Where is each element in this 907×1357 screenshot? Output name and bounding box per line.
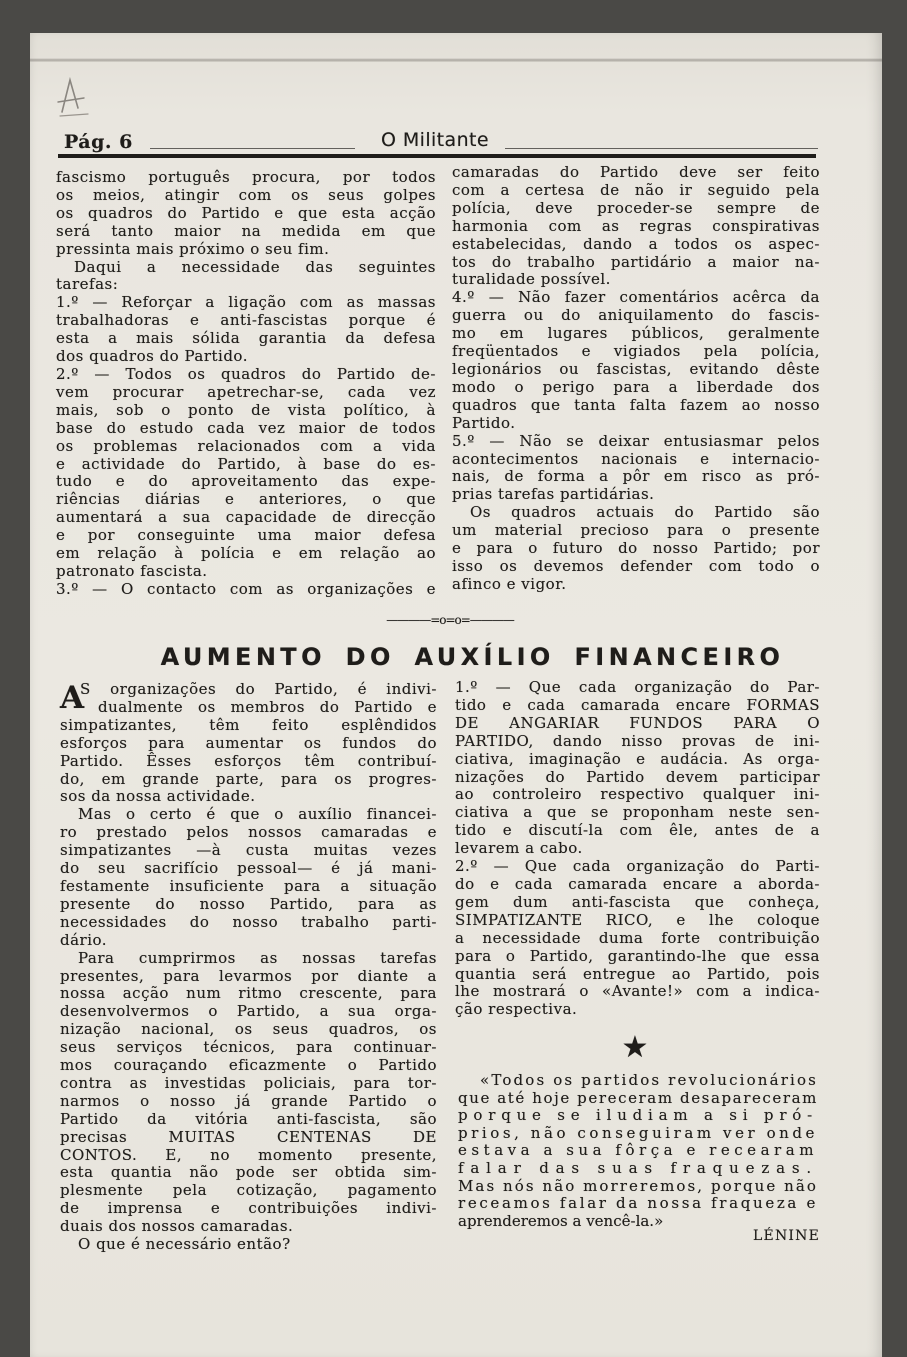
text-line: 3.º — O contacto com as organizações e (56, 579, 436, 598)
text-line: CONTOS. E, no momento presente, (60, 1145, 437, 1164)
text-line: aumentará a sua capacidade de direcção (56, 508, 436, 527)
text-line: tido e cada camarada encare FORMAS (455, 695, 820, 714)
text-line: tudo e do aproveitamento das expe- (56, 472, 436, 491)
text-line: dualmente os membros do Partido e (98, 697, 437, 716)
top-left-column (56, 169, 436, 599)
top-right-column (452, 164, 820, 594)
quote-author: LÉNINE (753, 1228, 820, 1244)
text-line: camaradas do Partido deve ser feito (452, 163, 820, 181)
text-line: ção respectiva. (455, 1000, 578, 1019)
text-line: Para cumprirmos as nossas tarefas (78, 948, 437, 967)
text-line: quadros que tanta falta fazem ao nosso (452, 395, 820, 414)
quote-line-row (458, 1125, 818, 1143)
text-line: desenvolvermos o Partido, a sua orga- (60, 1002, 437, 1021)
text-line: festamente insuficiente para a situação (60, 876, 437, 895)
text-line: harmonia com as regras conspirativas (452, 216, 820, 235)
text-line: vem procurar apetrechar-se, cada vez (56, 382, 436, 401)
text-line: PARTIDO, dando nisso provas de ini- (455, 731, 820, 750)
text-line: fascismo português procura, por todos (56, 168, 436, 186)
quote-line: prios, não conseguiram ver onde (458, 1123, 818, 1142)
text-line: estabelecidas, dando a todos os aspec- (452, 234, 820, 253)
text-line: dos quadros do Partido. (56, 347, 248, 366)
text-line: e actividade do Partido, à base do es- (56, 454, 436, 473)
text-line: isso os devemos defender com todo o (452, 556, 820, 575)
text-line: duais dos nossos camaradas. (60, 1217, 294, 1236)
header-rule-thick (58, 154, 816, 158)
text-line: nizações do Partido devem participar (455, 767, 820, 786)
text-line: base do estudo cada vez maior de todos (56, 418, 436, 437)
text-line: Partido. Êsses esforços têm contribuí- (60, 751, 437, 770)
text-line: plesmente pela cotização, pagamento (60, 1181, 437, 1200)
quote-line-row (458, 1072, 818, 1090)
text-line: e para o futuro do nosso Partido; por (452, 539, 820, 558)
text-line: do, em grande parte, para os progres- (60, 769, 437, 788)
quote-line: porque se iludiam a si pró- (458, 1106, 818, 1125)
text-line: 2.º — Que cada organização do Parti- (455, 857, 820, 876)
quote-line-row (458, 1178, 818, 1196)
text-line: tarefas: (56, 275, 119, 294)
text-line: mo em lugares públicos, geralmente (452, 324, 820, 343)
quote-line: estava a sua fôrça e recearam (458, 1141, 818, 1160)
text-line: um material precioso para o presente (452, 521, 820, 540)
quote-line: receamos falar da nossa fraqueza e (458, 1194, 818, 1213)
text-line: lhe mostrará o «Avante!» com a indica- (455, 982, 820, 1001)
text-line: os problemas relacionados com a vida (56, 436, 436, 455)
text-line: patronato fascista. (56, 561, 208, 580)
text-line: pressinta mais próximo o seu fim. (56, 239, 330, 258)
text-line: Partido da vitória anti-fascista, são (60, 1109, 437, 1128)
text-line: dário. (60, 930, 108, 949)
text-line: precisas MUITAS CENTENAS DE (60, 1127, 437, 1146)
text-line: 2.º — Todos os quadros do Partido de- (56, 364, 436, 383)
text-line: SIMPATIZANTE RICO, e lhe coloque (455, 910, 820, 929)
text-line: ro prestado pelos nossos camaradas e (60, 823, 437, 842)
text-line: mos couraçando eficazmente o Partido (60, 1056, 437, 1075)
text-line: esta a mais sólida garantia da defesa (56, 329, 436, 348)
text-line: riências diárias e anteriores, o que (56, 490, 436, 509)
text-line: narmos o nosso já grande Partido o (60, 1091, 437, 1110)
text-line: Mas o certo é que o auxílio financei- (78, 805, 437, 824)
text-line: e por conseguinte uma maior defesa (56, 526, 436, 545)
text-line: Daqui a necessidade das seguintes (74, 257, 436, 276)
text-line: ciativa a que se proponham neste sen- (455, 803, 820, 822)
text-line: 1.º — Que cada organização do Par- (455, 678, 820, 696)
text-line: acontecimentos nacionais e internacio- (452, 449, 820, 468)
text-line: presentes, para levarmos por diante a (60, 966, 437, 985)
masthead-title: O Militante (381, 129, 489, 151)
header-rule-thin-left (150, 148, 355, 149)
text-line: 5.º — Não se deixar entusiasmar pelos (452, 431, 820, 450)
text-line: contra as investidas policiais, para tor- (60, 1073, 437, 1092)
article-headline: AUMENTO DO AUXÍLIO FINANCEIRO (160, 643, 785, 671)
quote-line-row (458, 1142, 818, 1160)
header-rule-thin-right (505, 148, 818, 149)
text-line: os quadros do Partido e que esta acção (56, 203, 436, 222)
text-line: levarem a cabo. (455, 839, 583, 858)
star-icon: ★ (621, 1030, 649, 1065)
lenin-quote (458, 1072, 818, 1230)
quote-line: Mas nós não morreremos, porque não (458, 1176, 818, 1195)
text-line: em relação à polícia e em relação ao (56, 544, 436, 563)
text-line: freqüentados e vigiados pela polícia, (452, 342, 820, 361)
bottom-right-column (455, 679, 820, 1019)
bottom-left-column (60, 681, 437, 1254)
text-line: de imprensa e contribuições indivi- (60, 1199, 437, 1218)
page-number: Pág. 6 (64, 131, 133, 153)
text-line: os meios, atingir com os seus golpes (56, 185, 436, 204)
text-line: prias tarefas partidárias. (452, 485, 655, 504)
sheet-fold-shadow (30, 58, 882, 62)
text-line: presente do nosso Partido, para as (60, 894, 437, 913)
quote-line: que até hoje pereceram desapareceram (458, 1088, 818, 1107)
text-line: a necessidade duma forte contribuição (455, 928, 820, 947)
drop-cap: A (60, 680, 85, 716)
text-line: necessidades do nosso trabalho parti- (60, 912, 437, 931)
text-line: nização nacional, os seus quadros, os (60, 1020, 437, 1039)
quote-line: aprenderemos a vencê-la.» (458, 1211, 664, 1230)
text-line: nossa acção num ritmo crescente, para (60, 984, 437, 1003)
text-line: tido e discutí-la com êle, antes de a (455, 821, 820, 840)
quote-line-row (458, 1195, 818, 1213)
text-line: ciativa, imaginação e audácia. As orga- (455, 749, 820, 768)
text-line: esta quantia não pode ser obtida sim- (60, 1163, 437, 1182)
text-line: será tanto maior na medida em que (56, 221, 436, 240)
text-line: S organizações do Partido, é indivi- (80, 680, 437, 698)
text-line: O que é necessário então? (78, 1235, 291, 1254)
text-line: simpatizantes —à custa muitas vezes (60, 841, 437, 860)
text-line: Os quadros actuais do Partido são (470, 503, 820, 522)
pencil-mark (48, 72, 98, 122)
quote-line-row (458, 1160, 818, 1178)
quote-line-row (458, 1090, 818, 1108)
section-separator: ————=o=o=———— (386, 613, 514, 627)
text-line: do e cada camarada encare a aborda- (455, 874, 820, 893)
quote-line-row (458, 1107, 818, 1125)
text-line: mais, sob o ponto de vista político, à (56, 400, 436, 419)
text-line: legionários ou fascistas, evitando dêste (452, 359, 820, 378)
text-line: esforços para aumentar os fundos do (60, 733, 437, 752)
text-line: Partido. (452, 413, 516, 432)
text-line: afinco e vigor. (452, 574, 567, 593)
text-line: seus serviços técnicos, para continuar- (60, 1038, 437, 1057)
text-line: com a certesa de não ir seguido pela (452, 180, 820, 199)
text-line: do seu sacrifício pessoal— é já mani- (60, 859, 437, 878)
text-line: 1.º — Reforçar a ligação com as massas (56, 293, 436, 312)
text-line: 4.º — Não fazer comentários acêrca da (452, 288, 820, 307)
text-line: nais, de forma a pôr em risco as pró- (452, 467, 820, 486)
text-line: tos do trabalho partidário a maior na- (452, 252, 820, 271)
quote-line: «Todos os partidos revolucionários (480, 1071, 818, 1089)
quote-line: falar das suas fraquezas. (458, 1158, 818, 1177)
text-line: sos da nossa actividade. (60, 787, 256, 806)
text-line: simpatizantes, têm feito esplêndidos (60, 715, 437, 734)
text-line: polícia, deve proceder-se sempre de (452, 198, 820, 217)
text-line: ao controleiro respectivo qualquer ini- (455, 785, 820, 804)
text-line: modo o perigo para a liberdade dos (452, 377, 820, 396)
text-line: gem dum anti-fascista que conheça, (455, 892, 820, 911)
text-line: DE ANGARIAR FUNDOS PARA O (455, 713, 820, 732)
text-line: para o Partido, garantindo-lhe que essa (455, 946, 820, 965)
text-line: trabalhadoras e anti-fascistas porque é (56, 311, 436, 330)
text-line: quantia será entregue ao Partido, pois (455, 964, 820, 983)
text-line: turalidade possível. (452, 270, 611, 289)
text-line: guerra ou do aniquilamento do fascis- (452, 306, 820, 325)
